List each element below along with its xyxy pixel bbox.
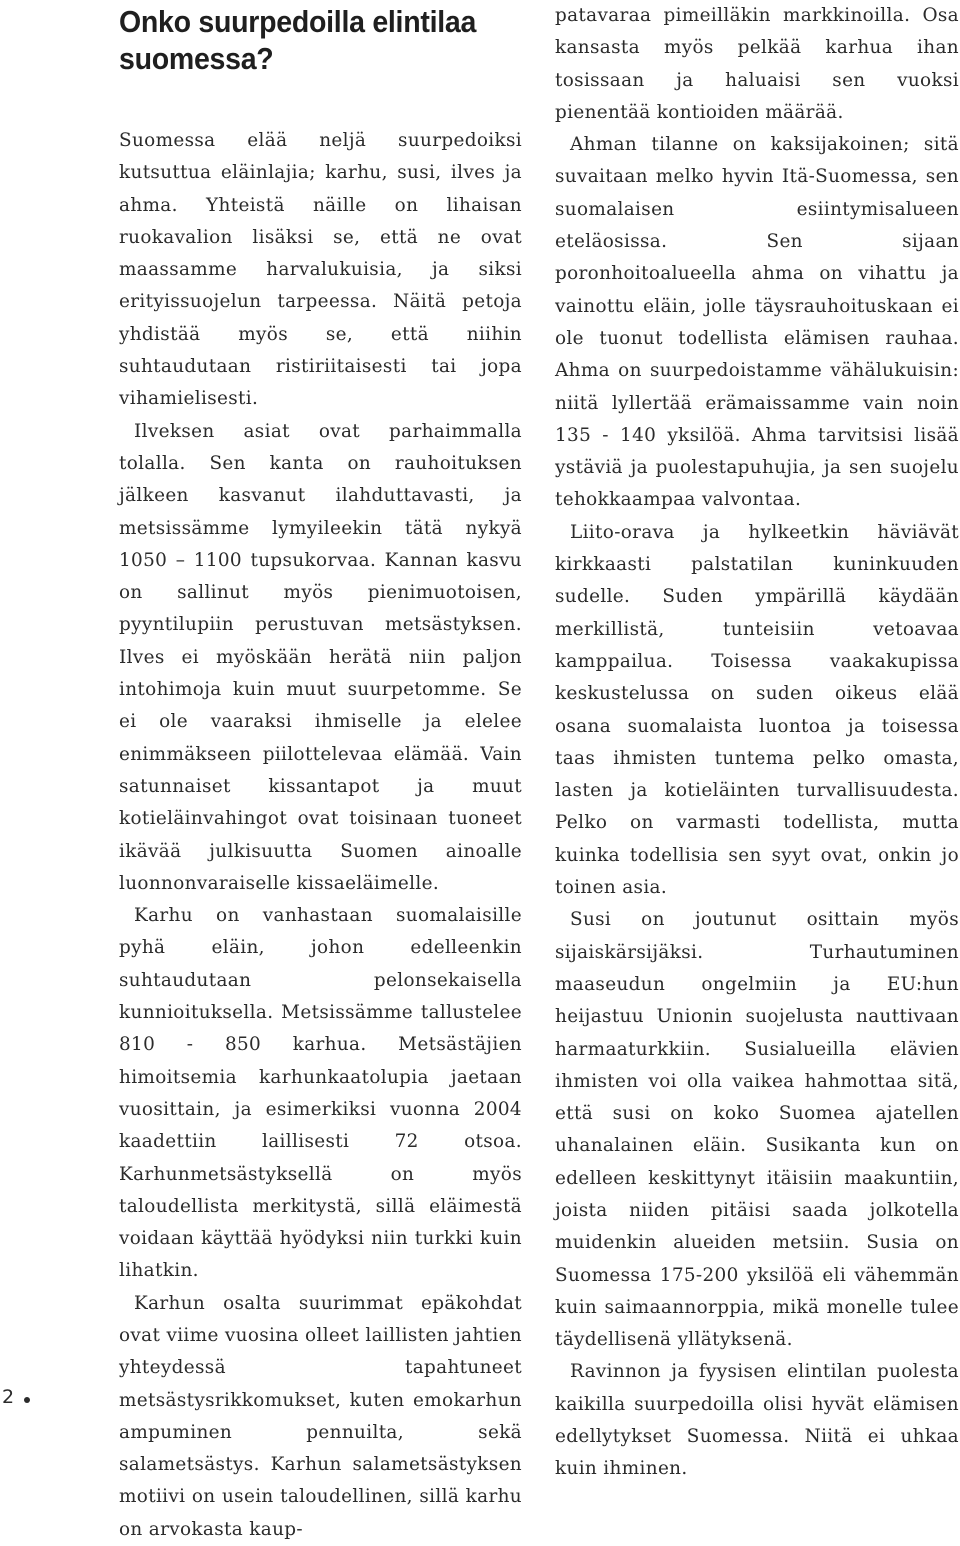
paragraph-continued: patavaraa pimeilläkin markkinoilla. Osa kansasta myös pelkää karhua ihan tosissaan ja haluaisi sen vuoksi pienentää kontioiden määrää. <box>555 5 959 123</box>
title-spacer <box>119 77 522 125</box>
right-column <box>555 0 959 1486</box>
page-number: 2 <box>2 1386 15 1408</box>
paragraph-intro: Suomessa elää neljä suurpedoiksi kutsuttua eläinlajia; karhu, susi, ilves ja ahma. Yhteistä näille on lihaisan ruokavalion lisäksi se, että ne ovat maassamme harvalukuisia, ja siksi erityissuojelun tarpeessa. Näitä petoja yhdistää myös se, että niihin suhtaudutaan ristiriitaisesti tai jopa vihamielisesti. <box>119 130 522 410</box>
paragraph-susi: Liito-orava ja hylkeetkin häviävät kirkkaasti palstatilan kuninkuuden sudelle. Suden ympärillä käydään merkillistä, tunteisiin vetoavaa kamppailua. Toisessa vaakakupissa keskustelussa on suden oikeus elää osana suomalaista luontoa ja toisessa taas ihmisten tuntema pelko omasta, lasten ja kotieläinten turvallisuudesta. Pelko on varmasti todellista, mutta kuinka todellisia sen syyt ovat, onkin jo toinen asia. <box>555 521 959 899</box>
article-title: Onko suurpedoilla elintilaa suomessa? <box>119 4 477 76</box>
paragraph-karhu-problems: Karhun osalta suurimmat epäkohdat ovat viime vuosina olleet laillisten jahtien yhteydessä tapahtuneet metsästysrikkomukset, kuten emokarhun ampuminen pennuilta, sekä salametsästys. Karhun salametsästyksen motiivi on usein taloudellinen, sillä karhu on arvokasta kaup- <box>119 1292 522 1540</box>
left-column <box>119 0 522 1546</box>
paragraph-ilves: Ilveksen asiat ovat parhaimmalla tolalla. Sen kanta on rauhoituksen jälkeen kasvanut ilahduttavasti, ja metsissämme lymyileekin tätä nykyä 1050 – 1100 tupsukorvaa. Kannan kasvu on sallinut myös pienimuotoisen, pyyntilupiin perustuvan metsästyksen. Ilves ei myöskään herätä niin paljon intohimoja kuin muut suurpetomme. Se ei ole vaaraksi ihmiselle ja elelee enimmäkseen piilottelevaa elämää. Vain satunnaiset kissantapot ja muut kotieläinvahingot ovat toisinaan tuoneet ikävää julkisuutta Suomen ainoalle luonnonvaraiselle kissaeläimelle. <box>119 420 522 894</box>
paragraph-conclusion: Ravinnon ja fyysisen elintilan puolesta kaikilla suurpedoilla olisi hyvät elämisen edellytykset Suomessa. Niitä ei uhkaa kuin ihminen. <box>555 1361 959 1480</box>
paragraph-susi-scapegoat: Susi on joutunut osittain myös sijaiskärsijäksi. Turhautuminen maaseudun ongelmiin ja EU:hun heijastuu Unionin suojelusta nauttivaan harmaaturkkiin. Susialueilla elävien ihmisten voi olla vaikea hahmottaa sitä, että susi on koko Suomea ajatellen uhanalainen eläin. Susikanta kun on edelleen keskittynyt itäisiin maakuntiin, joista niiden pitäisi saada jolkotella muidenkin alueiden metsiin. Susia on Suomessa 175-200 yksilöä eli vähemmän kuin saimaannorppia, mikä monelle tulee täydellisenä yllätyksenä. <box>555 909 959 1351</box>
paragraph-ahma: Ahman tilanne on kaksijakoinen; sitä suvaitaan melko hyvin Itä-Suomessa, sen suomalaisen esiintymisalueen eteläosissa. Sen sijaan poronhoitoalueella ahma on vihattu ja vainottu eläin, jolle täysrauhoituskaan ei ole tuonut todellista elämisen rauhaa. Ahma on suurpedoistamme vähälukuisin: niitä lyllertää erämaissamme vain noin 135 - 140 yksilöä. Ahma tarvitsisi lisää ystäviä ja puolestapuhujia, ja sen suojelu tehokkaampaa valvontaa. <box>555 134 959 511</box>
page-bullet-icon <box>24 1397 30 1403</box>
paragraph-karhu: Karhu on vanhastaan suomalaisille pyhä eläin, johon edelleenkin suhtaudutaan pelonsekaisella kunnioituksella. Metsissämme tallustelee 810 - 850 karhua. Metsästäjien himoitsemia karhunkaatolupia jaetaan vuosittain, ja esimerkiksi vuonna 2004 kaadettiin laillisesti 72 otsoa. Karhunmetsästyksellä on myös taloudellista merkitystä, sillä eläimestä voidaan käyttää hyödyksi niin turkki kuin lihatkin. <box>119 905 522 1282</box>
